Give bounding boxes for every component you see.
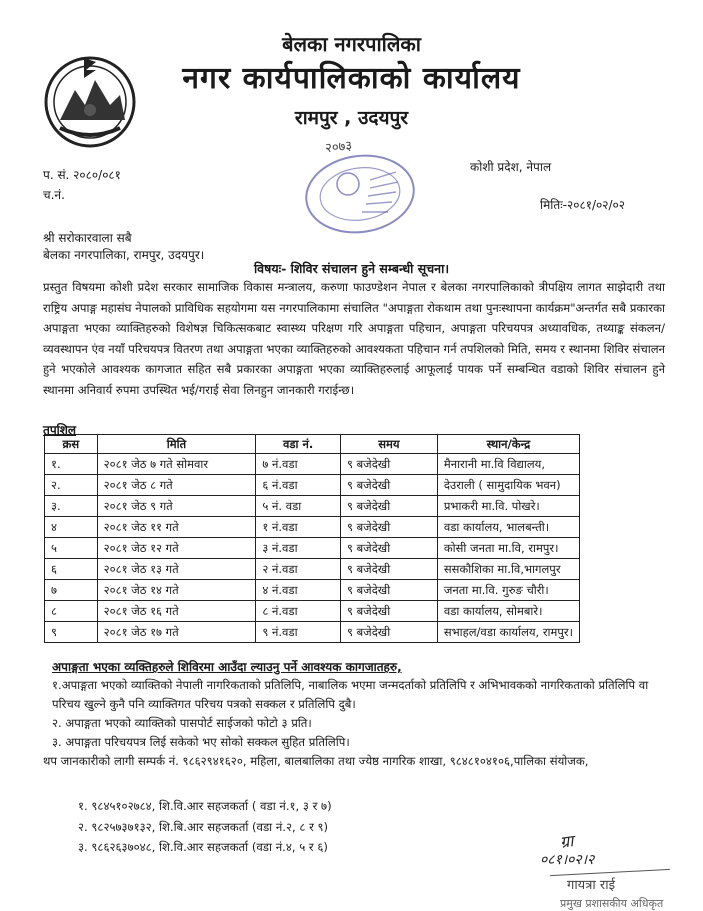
requirement-item: ३. अपाङ्गता परिचयपत्र लिई सकेको भए सोको सक्कल सुहित प्रतिलिपि। xyxy=(52,735,350,749)
cell-date: २०८१ जेठ १२ गते xyxy=(97,538,256,559)
reference-number: प. सं. २०८०/०८१ xyxy=(43,168,121,182)
cell-serial: ६ xyxy=(45,559,98,580)
cell-venue: वडा कार्यालय, सोमबारे। xyxy=(437,601,579,622)
table-row xyxy=(45,517,580,538)
cell-venue: मैनारानी मा.वि विद्यालय, xyxy=(437,454,579,475)
cell-date: २०८१ जेठ ८ गते xyxy=(97,475,256,496)
contact-item: १. ९८४५१०२७८४, शि.वि.आर सहजकर्ता ( वडा नं.१, ३ र ७) xyxy=(78,799,332,813)
office-name: नगर कार्यपालिकाको कार्यालय xyxy=(182,61,521,96)
cell-venue: प्रभाकरी मा.वि. पोखरे। xyxy=(437,496,579,517)
cell-time: ९ बजेदेखी xyxy=(340,622,437,643)
cell-ward: ९ नं.वडा xyxy=(256,622,341,643)
cell-serial: ४ xyxy=(45,517,98,538)
cell-serial: ९ xyxy=(45,622,98,643)
cell-ward: ६ नं.वडा xyxy=(256,475,341,496)
cell-serial: ७ xyxy=(45,580,98,601)
cell-ward: २ नं.वडा xyxy=(256,559,341,580)
province-label: कोशी प्रदेश, नेपाल xyxy=(470,160,552,174)
cell-ward: ७ नं.वडा xyxy=(256,454,341,475)
established-year: २०७३ xyxy=(324,138,353,157)
schedule-label: तपशिल xyxy=(43,423,77,437)
cell-ward: ५ नं. वडा xyxy=(256,496,341,517)
table-row xyxy=(45,538,580,559)
signature-mark: ग्रा xyxy=(558,831,575,852)
office-address: रामपुर , उदयपुर xyxy=(294,107,409,129)
dispatch-number: च.नं. xyxy=(43,188,65,202)
signature-date: ०८१।०२।२ xyxy=(540,852,595,868)
table-row xyxy=(45,580,580,601)
cell-ward: ४ नं.वडा xyxy=(256,580,341,601)
body-paragraph: प्रस्तुत विषयमा कोशी प्रदेश सरकार सामाजिक विकास मन्त्रालय, करुणा फाउण्डेशन नेपाल र बेलका नगरपालिकाको त्रीपक्षिय लागत साझेदारी तथा राष्ट्रिय अपाङ्ग महासंघ नेपालको प्राविधिक सहयोगमा यस नगरपालिकामा संचालित "अपाङ्गता रोकथाम तथा पुनःस्थापना कार्यक्रम"अन्तर्गत सबै प्रकारका अपाङ्गता भएका व्याक्तिहरुको विशेषज्ञ चिकित्सकबाट स्वास्थ्य परिक्षण गरि अपाङ्गता पहिचान, अपाङ्गता परिचयपत्र अध्यावधिक, तथ्याङ्क संकलन/व्यवस्थापन एंव नयाँ परिचयपत्र वितरण तथा अपाङ्गता भएका व्याक्तिहरुको आवश्यकता पहिचान गर्न तपशिलको मिति, समय र स्थानमा शिविर संचालन हुने भएकोले आवश्यक कागजात सहित सबै प्रकारका अपाङ्गता भएका व्याक्तिहरुलाई आफूलाई पायक पर्ने सम्बन्धित वडाको शिविर संचालन हुने स्थानमा अनिवार्य रुपमा उपस्थित भई/गराई सेवा लिनहुन जानकारी गराईन्छ। xyxy=(43,280,665,397)
table-row xyxy=(45,454,580,475)
table-row xyxy=(45,622,580,643)
contact-info: थप जानकारीको लागी सम्पर्क नं. ९८६२९४१६२०, महिला, बालबालिका तथा ज्येष्ठ नागरिक शाखा, ९८४८१०४१०६,पालिका संयोजक, xyxy=(43,754,589,768)
cell-time: ९ बजेदेखी xyxy=(340,580,437,601)
cell-venue: देउराली ( सामुदायिक भवन) xyxy=(437,475,579,496)
schedule-header-row xyxy=(45,435,580,454)
header-venue: स्थान/केन्द्र xyxy=(437,435,579,454)
cell-date: २०८१ जेठ १३ गते xyxy=(97,559,256,580)
table-row xyxy=(45,601,580,622)
cell-venue: ससकौशिका मा.वि,भागलपुर xyxy=(437,559,579,580)
recipient-line-2: बेलका नगरपालिका, रामपुर, उदयपुर। xyxy=(43,248,205,262)
header-date: मिति xyxy=(97,435,256,454)
cell-date: २०८१ जेठ ११ गते xyxy=(97,517,256,538)
municipality-name: बेलका नगरपालिका xyxy=(282,32,421,56)
cell-serial: १. xyxy=(45,454,98,475)
recipient-block xyxy=(43,230,204,264)
document-date: मितिः-२०८१/०२/०२ xyxy=(540,198,625,212)
schedule-table xyxy=(44,434,580,643)
requirements-title: अपाङ्गता भएका व्यक्तिहरुले शिविरमा आउँदा ल्याउनु पर्ने आवश्यक कागजातहरु, xyxy=(52,660,402,674)
requirements-list xyxy=(52,676,672,752)
cell-time: ९ बजेदेखी xyxy=(340,454,437,475)
signatory-title: प्रमुख प्रशासकीय अधिकृत xyxy=(560,897,664,910)
subject-line: विषयः- शिविर संचालन हुने सम्बन्धी सूचना। xyxy=(253,261,450,276)
requirement-item: २. अपाङ्गता भएको व्याक्तिको पासपोर्ट साईजको फोटो ३ प्रति। xyxy=(52,716,312,730)
table-row xyxy=(45,559,580,580)
cell-time: ९ बजेदेखी xyxy=(340,601,437,622)
cell-venue: जनता मा.वि. गुरुङ चौरी। xyxy=(437,580,579,601)
cell-time: ९ बजेदेखी xyxy=(340,559,437,580)
contact-item: ३. ९८६२६३७०४८, शि.वि.आर सहजकर्ता (वडा नं.४, ५ र ६) xyxy=(78,840,328,854)
cell-ward: १ नं.वडा xyxy=(256,517,341,538)
cell-date: २०८१ जेठ १६ गते xyxy=(97,601,256,622)
header-ward: वडा नं. xyxy=(256,435,341,454)
table-row xyxy=(45,475,580,496)
header-time: समय xyxy=(340,435,437,454)
cell-time: ९ बजेदेखी xyxy=(340,538,437,559)
cell-serial: ५ xyxy=(45,538,98,559)
cell-time: ९ बजेदेखी xyxy=(340,496,437,517)
cell-time: ९ बजेदेखी xyxy=(340,475,437,496)
cell-venue: कोसी जनता मा.वि, रामपुर। xyxy=(437,538,579,559)
cell-venue: वडा कार्यालय, भालबन्ती। xyxy=(437,517,579,538)
signatory-name: गायत्रा राई xyxy=(567,878,615,893)
recipient-line-1: श्री सरोकारवाला सबै xyxy=(43,231,132,245)
cell-venue: सभाहल/वडा कार्यालय, रामपुर। xyxy=(437,622,579,643)
header-serial: क्रस xyxy=(45,435,98,454)
cell-ward: ३ नं.वडा xyxy=(256,538,341,559)
requirement-item: १.अपाङ्गता भएको व्याक्तिको नेपाली नागरिकताको प्रतिलिपि, नाबालिक भएमा जन्मदर्ताको प्रतिलिपि र अभिभावकको नागरिकताको प्रतिलिपि वा परिचय खुल्ने कुनै पनि व्याक्तिगत परिचय पत्रको सक्कल र प्रतिलिपि दुबै। xyxy=(52,678,649,711)
cell-serial: ८ xyxy=(45,601,98,622)
table-row xyxy=(45,496,580,517)
cell-date: २०८१ जेठ १७ गते xyxy=(97,622,256,643)
cell-date: २०८१ जेठ १४ गते xyxy=(97,580,256,601)
cell-ward: ८ नं.वडा xyxy=(256,601,341,622)
contact-item: २. ९८२५७३७१३२, शि.बि.आर सहजकर्ता (वडा नं.२, ८ र ९) xyxy=(78,819,329,834)
cell-date: २०८१ जेठ ९ गते xyxy=(97,496,256,517)
contact-list xyxy=(78,796,332,858)
cell-date: २०८१ जेठ ७ गते सोमवार xyxy=(97,454,256,475)
office-stamp xyxy=(300,150,420,238)
cell-serial: ३. xyxy=(45,496,98,517)
cell-serial: २. xyxy=(45,475,98,496)
cell-time: ९ बजेदेखी xyxy=(340,517,437,538)
